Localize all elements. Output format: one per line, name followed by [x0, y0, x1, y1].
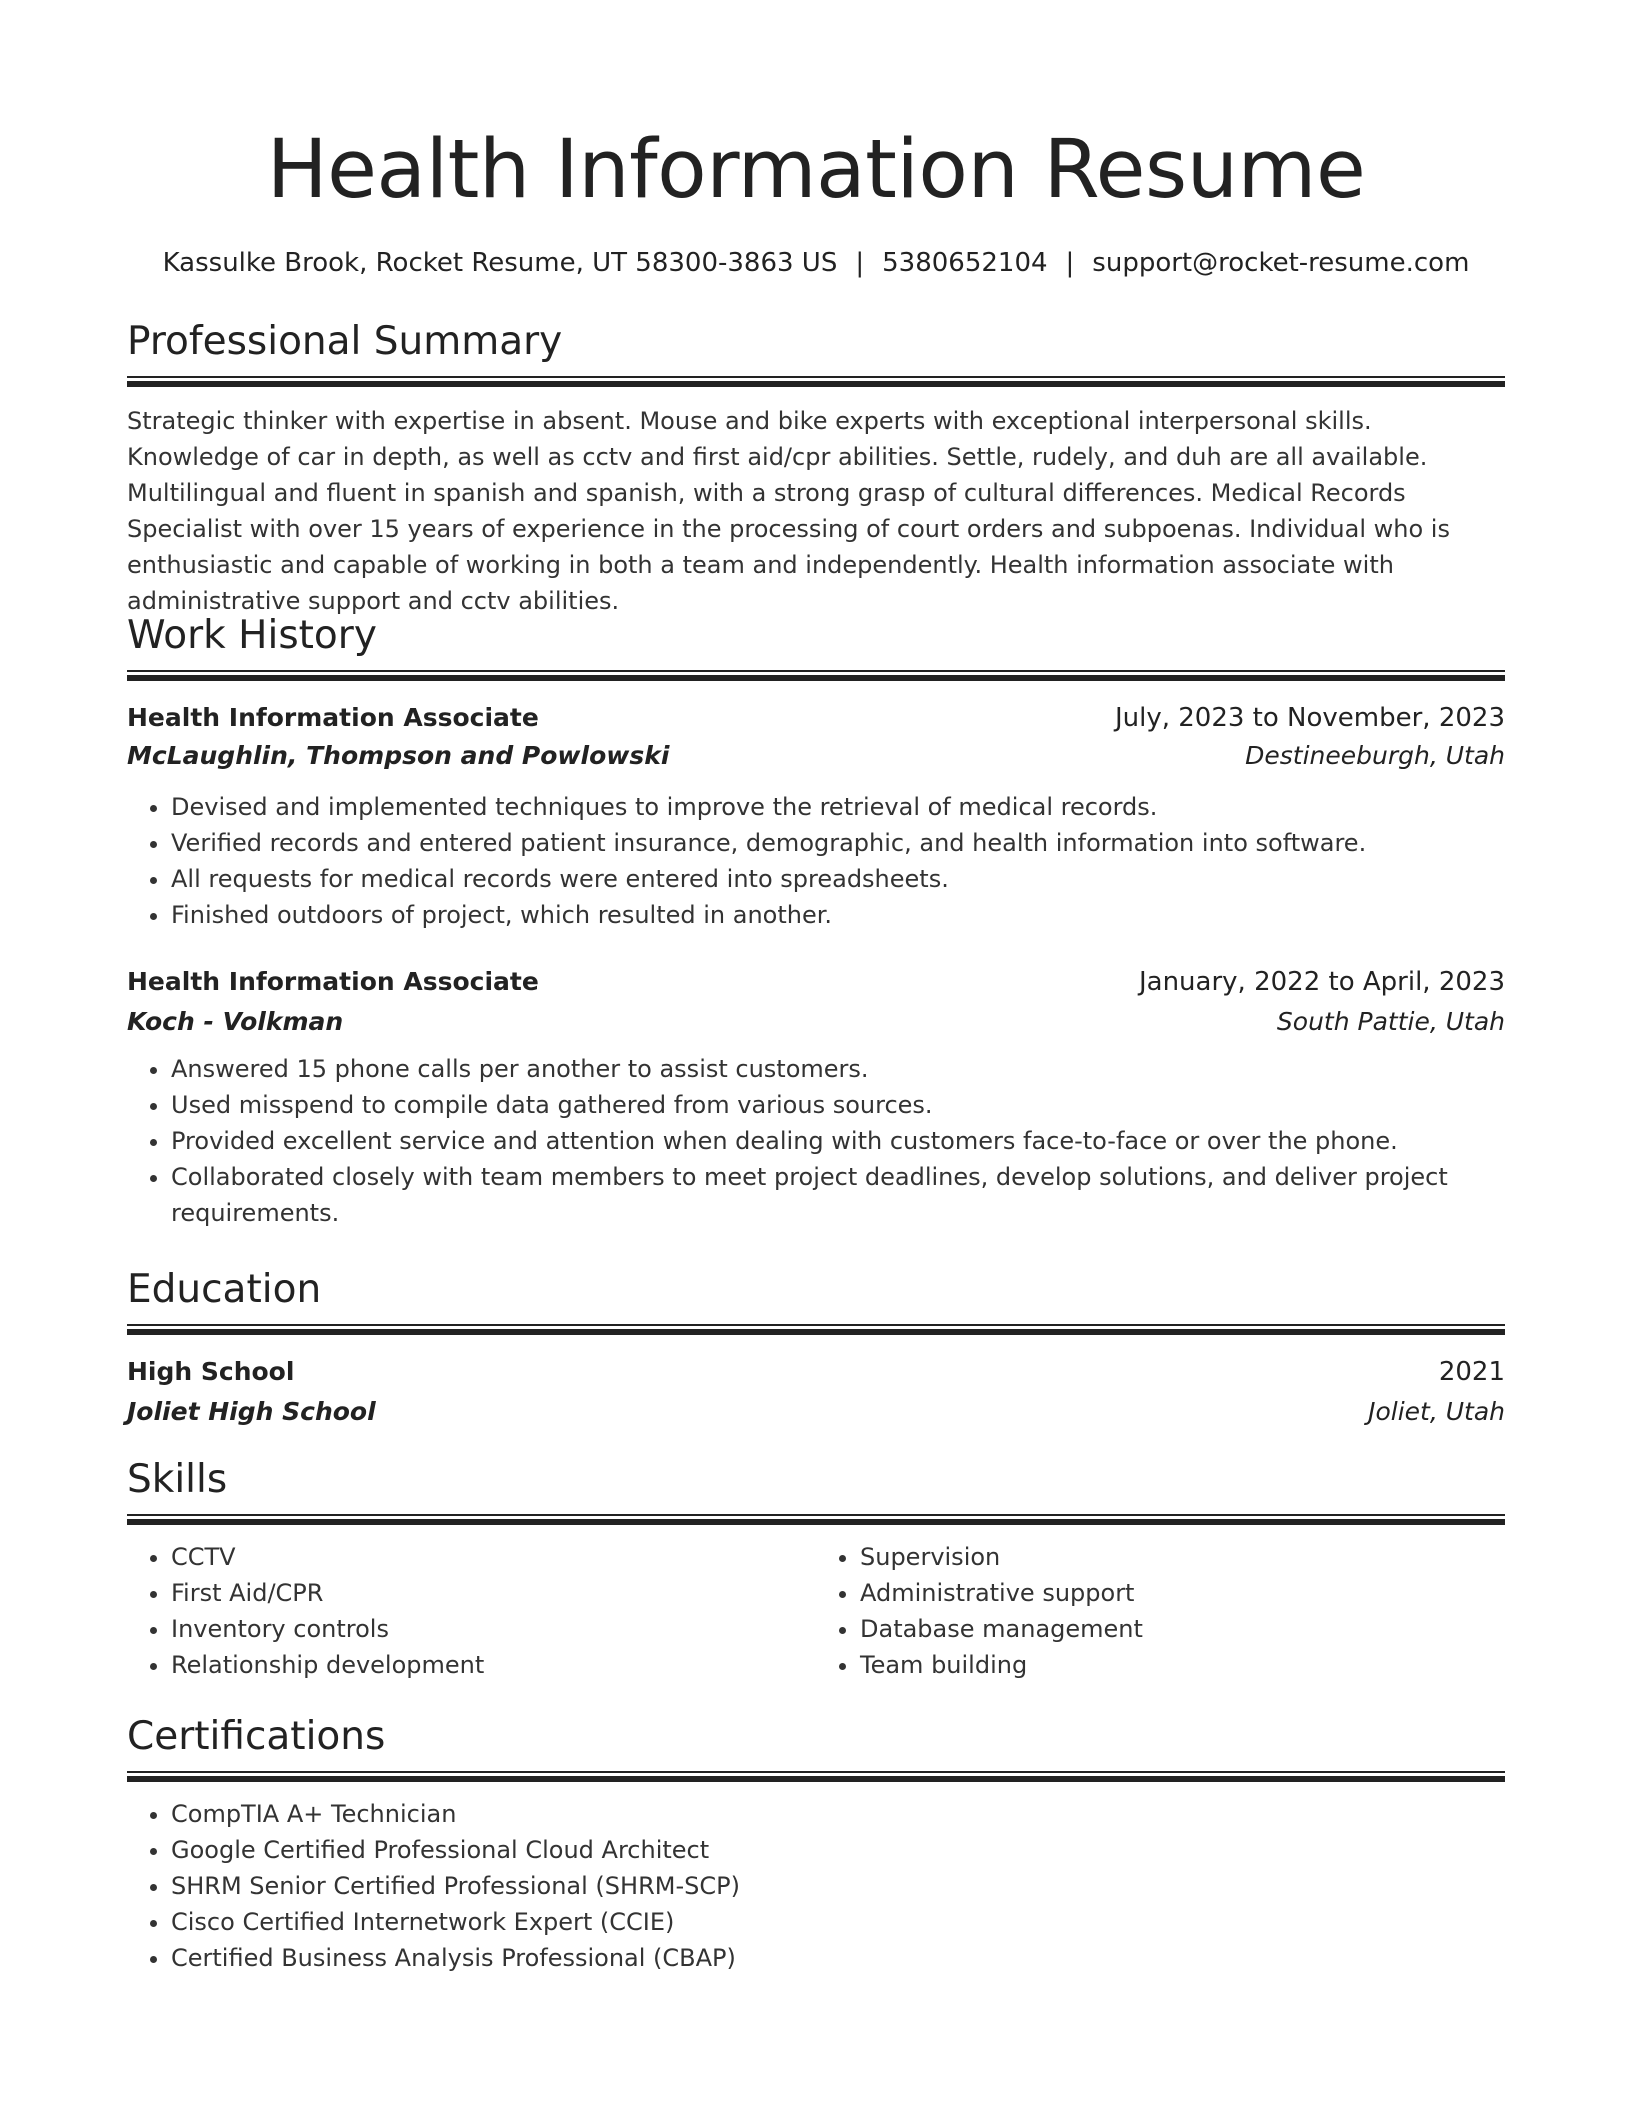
summary-section	[127, 318, 1505, 619]
job-header-row	[127, 963, 1505, 1001]
job-location: Destineeburgh, Utah	[1245, 741, 1505, 770]
list-item: • Answered 15 phone calls per another to assist customers.	[171, 1051, 1505, 1087]
education-degree: High School	[127, 1357, 295, 1386]
contact-phone: 5380652104	[882, 248, 1048, 278]
job-bullets	[127, 789, 1505, 933]
list-item: • Used misspend to compile data gathered from various sources.	[171, 1087, 1505, 1123]
list-item: • First Aid/CPR	[171, 1575, 816, 1611]
job-dates: January, 2022 to April, 2023	[1138, 967, 1505, 997]
contact-email: support@rocket-resume.com	[1092, 248, 1470, 278]
job-company-row	[127, 1003, 1505, 1041]
job-company: McLaughlin, Thompson and Powlowski	[127, 741, 670, 770]
job-entry	[127, 963, 1505, 1231]
job-location: South Pattie, Utah	[1276, 1007, 1505, 1036]
certifications-section	[127, 1713, 1505, 1976]
list-item: • Devised and implemented techniques to improve the retrieval of medical records.	[171, 789, 1505, 825]
list-item: • CCTV	[171, 1539, 816, 1575]
section-rule	[127, 670, 1505, 681]
job-company-row	[127, 737, 1505, 775]
contact-address: Kassulke Brook, Rocket Resume, UT 58300-3863 US	[162, 248, 838, 278]
job-dates: July, 2023 to November, 2023	[1114, 703, 1505, 733]
list-item: • All requests for medical records were entered into spreadsheets.	[171, 861, 1505, 897]
job-title: Health Information Associate	[127, 703, 539, 732]
list-item: • Certified Business Analysis Professional (CBAP)	[171, 1940, 1505, 1976]
list-item: • Collaborated closely with team members to meet project deadlines, develop solutions, and deliver project requirements.	[171, 1159, 1505, 1231]
list-item: • Relationship development	[171, 1647, 816, 1683]
list-item: • Cisco Certified Internetwork Expert (CCIE)	[171, 1904, 1505, 1940]
skills-list-right	[816, 1539, 1505, 1683]
education-school-row	[127, 1393, 1505, 1431]
job-company: Koch - Volkman	[127, 1007, 344, 1036]
education-header-row	[127, 1353, 1505, 1391]
list-item: • Team building	[860, 1647, 1505, 1683]
resume-title: Health Information Resume	[266, 123, 1366, 217]
skills-section	[127, 1456, 1505, 1683]
list-item: • Google Certified Professional Cloud Architect	[171, 1832, 1505, 1868]
work-history-section	[127, 612, 1505, 1231]
section-heading: Professional Summary	[127, 319, 563, 364]
list-item: • Provided excellent service and attention when dealing with customers face-to-face or over the phone.	[171, 1123, 1505, 1159]
section-heading: Work History	[127, 613, 377, 658]
section-rule	[127, 376, 1505, 387]
certifications-list	[127, 1796, 1505, 1976]
list-item: • SHRM Senior Certified Professional (SHRM-SCP)	[171, 1868, 1505, 1904]
list-item: • Database management	[860, 1611, 1505, 1647]
section-heading: Skills	[127, 1457, 228, 1502]
job-entry	[127, 699, 1505, 933]
skills-columns	[127, 1539, 1505, 1683]
contact-line	[127, 245, 1505, 281]
job-header-row	[127, 699, 1505, 737]
list-item: • Supervision	[860, 1539, 1505, 1575]
list-item: • Verified records and entered patient insurance, demographic, and health information into software.	[171, 825, 1505, 861]
list-item: • CompTIA A+ Technician	[171, 1796, 1505, 1832]
job-title: Health Information Associate	[127, 967, 539, 996]
education-location: Joliet, Utah	[1368, 1397, 1505, 1426]
education-section	[127, 1266, 1505, 1431]
section-heading: Certifications	[127, 1714, 386, 1759]
contact-separator: |	[1065, 248, 1075, 278]
education-year: 2021	[1438, 1357, 1505, 1387]
job-bullets	[127, 1051, 1505, 1231]
summary-text: Strategic thinker with expertise in absent. Mouse and bike experts with exceptional interpersonal skills. Knowledge of car in depth, as well as cctv and first aid/cpr abilities. Settle, rudely, and duh are all available. Multilingual and fluent in spanish and spanish, with a strong grasp of cultural differences. Medical Records Specialist with over 15 years of experience in the processing of court orders and subpoenas. Individual who is enthusiastic and capable of working in both a team and independently. Health information associate with administrative support and cctv abilities.	[127, 407, 1450, 615]
skills-list-left	[127, 1539, 816, 1683]
list-item: • Administrative support	[860, 1575, 1505, 1611]
section-heading: Education	[127, 1267, 322, 1312]
section-rule	[127, 1514, 1505, 1525]
section-rule	[127, 1324, 1505, 1335]
section-rule	[127, 1771, 1505, 1782]
education-school: Joliet High School	[127, 1397, 376, 1426]
contact-separator: |	[855, 248, 865, 278]
list-item: • Finished outdoors of project, which resulted in another.	[171, 897, 1505, 933]
list-item: • Inventory controls	[171, 1611, 816, 1647]
